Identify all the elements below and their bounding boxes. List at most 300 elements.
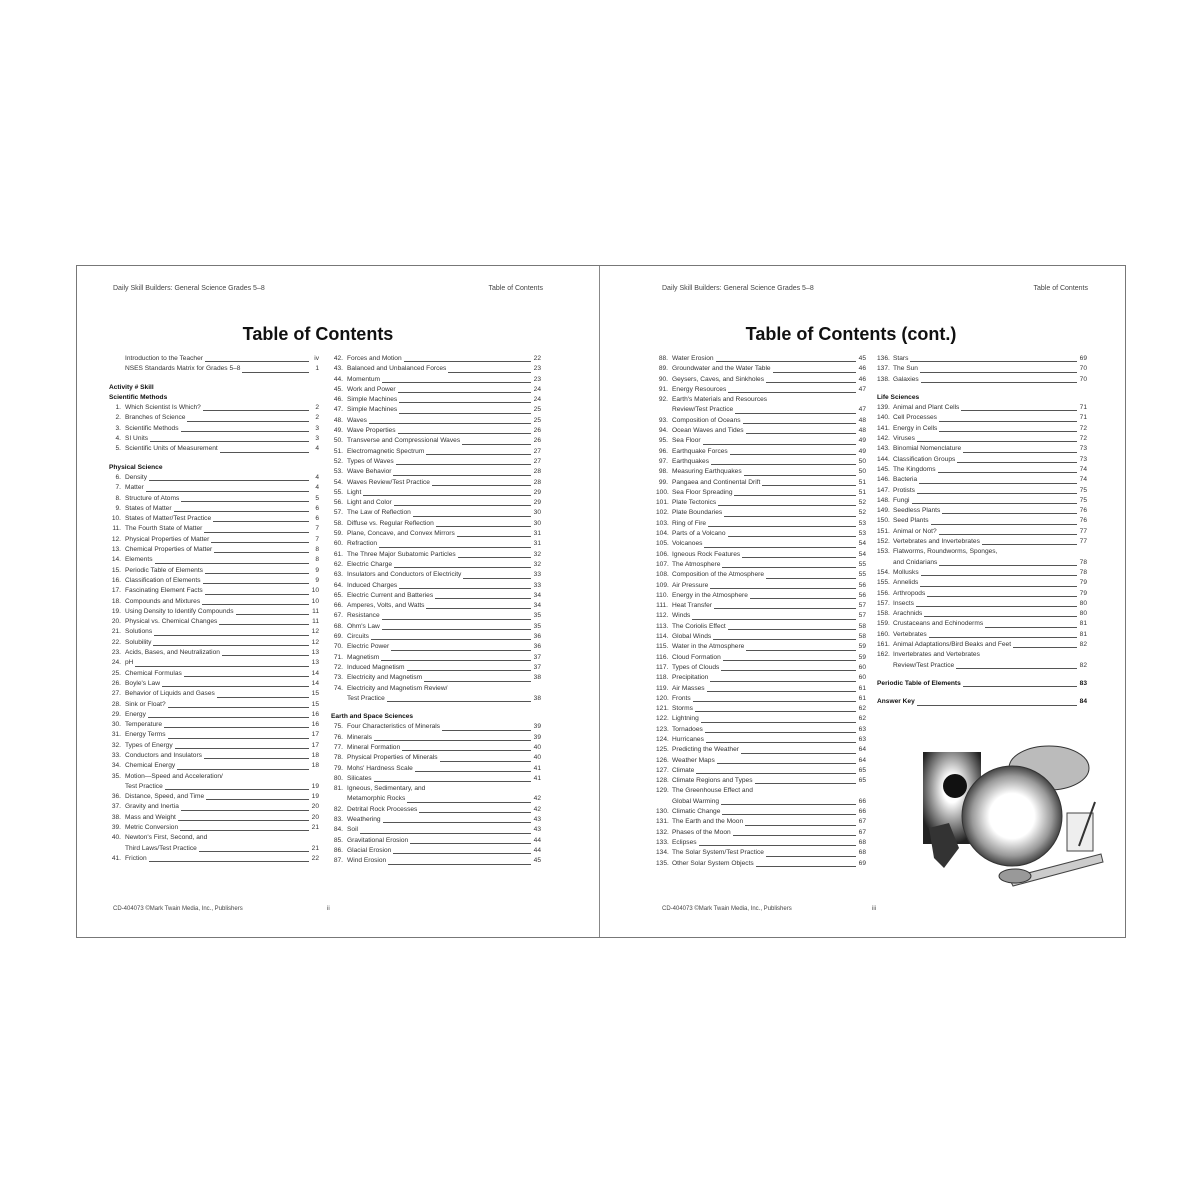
toc-entry[interactable]	[656, 622, 866, 632]
toc-entry[interactable]	[656, 611, 866, 621]
toc-entry[interactable]	[877, 444, 1087, 454]
entry-page-number: 42	[533, 795, 541, 803]
toc-entry[interactable]	[656, 838, 866, 848]
entry-page-number: 71	[1079, 404, 1087, 412]
toc-entry[interactable]	[331, 632, 541, 642]
open-book	[76, 265, 1126, 938]
toc-entry[interactable]	[109, 434, 319, 444]
toc-entry[interactable]	[331, 550, 541, 560]
entry-page-number: 25	[533, 406, 541, 414]
entry-number: 97.	[658, 457, 668, 465]
toc-entry[interactable]	[331, 753, 541, 763]
entry-page-number: 8	[315, 546, 319, 554]
entry-page-number: 52	[858, 499, 866, 507]
entry-title: Fascinating Element Facts	[125, 587, 203, 595]
toc-entry[interactable]	[877, 375, 1087, 385]
toc-entry[interactable]	[331, 488, 541, 498]
toc-entry[interactable]	[877, 679, 1087, 689]
toc-entry[interactable]	[877, 424, 1087, 434]
entry-number: 86.	[333, 846, 343, 854]
toc-entry[interactable]	[109, 555, 319, 565]
leader-line	[939, 534, 1077, 535]
toc-entry[interactable]	[656, 828, 866, 838]
entry-page-number: 50	[858, 457, 866, 465]
toc-entry[interactable]	[109, 679, 319, 689]
toc-entry[interactable]	[877, 354, 1087, 364]
entry-title: Compounds and Mixtures	[125, 597, 201, 605]
toc-entry[interactable]	[656, 786, 866, 796]
leader-line	[924, 616, 1077, 617]
toc-entry[interactable]	[331, 673, 541, 683]
entry-page-number: 78	[1079, 558, 1087, 566]
toc-entry[interactable]	[331, 375, 541, 385]
entry-title: Structure of Atoms	[125, 494, 180, 502]
toc-entry[interactable]	[877, 609, 1087, 619]
toc-entry[interactable]	[656, 467, 866, 477]
toc-entry[interactable]	[877, 589, 1087, 599]
toc-entry[interactable]	[656, 529, 866, 539]
toc-entry[interactable]	[109, 669, 319, 679]
entry-number: 42.	[333, 355, 343, 362]
entry-page-number: 65	[858, 766, 866, 774]
entry-title: Amperes, Volts, and Watts	[347, 602, 425, 610]
toc-entry[interactable]	[331, 570, 541, 580]
toc-entry[interactable]	[656, 684, 866, 694]
toc-entry[interactable]	[331, 539, 541, 549]
toc-entry[interactable]	[109, 566, 319, 576]
toc-entry[interactable]	[656, 498, 866, 508]
leader-line	[382, 619, 531, 620]
leader-line	[734, 495, 856, 496]
toc-entry[interactable]	[109, 535, 319, 545]
toc-entry[interactable]	[109, 772, 319, 782]
entry-number: 46.	[333, 396, 343, 404]
toc-entry[interactable]	[331, 836, 541, 846]
toc-entry[interactable]	[877, 413, 1087, 423]
toc-entry[interactable]	[656, 395, 866, 405]
toc-entry[interactable]	[109, 597, 319, 607]
entry-title: Diffuse vs. Regular Reflection	[347, 519, 434, 527]
running-header-right: Table of Contents	[1033, 285, 1088, 292]
entry-number: 123.	[656, 725, 669, 733]
toc-entry[interactable]	[656, 570, 866, 580]
entry-page-number: 53	[858, 519, 866, 527]
toc-entry[interactable]	[331, 653, 541, 663]
entry-title: Arachnids	[893, 610, 923, 618]
leader-line	[435, 598, 531, 599]
entry-page-number: 52	[858, 509, 866, 517]
toc-entry[interactable]	[877, 640, 1087, 650]
leader-line	[220, 452, 309, 453]
entry-page-number: 69	[1079, 355, 1087, 362]
entry-title: Periodic Table of Elements	[877, 679, 961, 687]
toc-entry[interactable]	[331, 856, 541, 866]
toc-entry-continuation[interactable]	[877, 661, 1087, 671]
toc-entry[interactable]	[656, 375, 866, 385]
toc-entry[interactable]	[877, 650, 1087, 660]
entry-number: 110.	[656, 591, 669, 599]
toc-entry[interactable]	[331, 436, 541, 446]
toc-entry-continuation[interactable]	[877, 558, 1087, 568]
entry-title: Induced Charges	[347, 581, 398, 589]
toc-entry[interactable]	[877, 527, 1087, 537]
toc-entry[interactable]	[656, 632, 866, 642]
toc-entry[interactable]	[109, 403, 319, 413]
entry-number: 49.	[333, 427, 343, 435]
toc-entry[interactable]	[656, 807, 866, 817]
entry-title: Global Warming	[672, 797, 720, 805]
leader-line	[711, 464, 856, 465]
toc-entry[interactable]	[109, 413, 319, 423]
toc-entry[interactable]	[109, 364, 319, 374]
toc-entry[interactable]	[656, 539, 866, 549]
toc-entry[interactable]	[331, 722, 541, 732]
toc-entry[interactable]	[109, 854, 319, 864]
entry-title: Physical Properties of Minerals	[347, 754, 438, 762]
entry-page-number: 65	[858, 777, 866, 785]
toc-entry[interactable]	[109, 483, 319, 493]
toc-entry[interactable]	[877, 697, 1087, 707]
entry-number: 65.	[333, 591, 343, 599]
toc-entry[interactable]	[877, 465, 1087, 475]
toc-entry[interactable]	[109, 761, 319, 771]
toc-entry[interactable]	[656, 848, 866, 858]
entry-number: 99.	[658, 478, 668, 486]
toc-entry[interactable]	[109, 424, 319, 434]
toc-entry[interactable]	[331, 581, 541, 591]
entry-title: Introduction to the Teacher	[125, 355, 203, 362]
toc-entry[interactable]	[877, 496, 1087, 506]
toc-entry[interactable]	[331, 764, 541, 774]
toc-entry[interactable]	[109, 504, 319, 514]
leader-line	[432, 485, 531, 486]
toc-entry-continuation[interactable]	[331, 794, 541, 804]
toc-entry[interactable]	[656, 725, 866, 735]
entry-title: Waves	[347, 416, 367, 424]
toc-entry[interactable]	[656, 457, 866, 467]
toc-entry[interactable]	[877, 568, 1087, 578]
toc-entry[interactable]	[331, 815, 541, 825]
toc-entry[interactable]	[656, 663, 866, 673]
toc-entry[interactable]	[331, 601, 541, 611]
leader-line	[402, 750, 531, 751]
leader-line	[382, 382, 531, 383]
entry-number: 16.	[111, 576, 121, 584]
toc-entry[interactable]	[877, 547, 1087, 557]
entry-number: 160.	[877, 630, 890, 638]
entry-title: Earthquakes	[672, 457, 710, 465]
toc-entry[interactable]	[656, 653, 866, 663]
toc-column	[877, 354, 1087, 708]
toc-entry[interactable]	[109, 473, 319, 483]
toc-entry[interactable]	[656, 642, 866, 652]
toc-entry[interactable]	[877, 516, 1087, 526]
entry-number: 69.	[333, 633, 343, 641]
entry-page-number: 81	[1079, 620, 1087, 628]
entry-page-number: 3	[315, 435, 319, 443]
entry-page-number: 1	[315, 365, 319, 373]
toc-entry[interactable]	[877, 537, 1087, 547]
toc-entry[interactable]	[656, 714, 866, 724]
toc-entry[interactable]	[656, 436, 866, 446]
toc-entry[interactable]	[331, 774, 541, 784]
entry-number: 138.	[877, 375, 890, 383]
entry-title: Mollusks	[893, 568, 919, 576]
leader-line	[728, 536, 856, 537]
toc-entry[interactable]	[109, 751, 319, 761]
entry-number: 29.	[111, 710, 121, 718]
toc-entry[interactable]	[656, 581, 866, 591]
toc-entry[interactable]	[331, 805, 541, 815]
toc-entry[interactable]	[331, 395, 541, 405]
entry-page-number: 43	[533, 816, 541, 824]
toc-entry[interactable]	[656, 385, 866, 395]
leader-line	[921, 575, 1077, 576]
toc-entry[interactable]	[331, 784, 541, 794]
toc-entry[interactable]	[656, 766, 866, 776]
entry-page-number: 9	[315, 576, 319, 584]
toc-entry[interactable]	[877, 599, 1087, 609]
toc-entry[interactable]	[331, 560, 541, 570]
toc-entry[interactable]	[877, 506, 1087, 516]
entry-page-number: 48	[858, 416, 866, 424]
running-header-right: Table of Contents	[488, 285, 543, 292]
entry-title: Chemical Energy	[125, 762, 176, 770]
entry-title: Sea Floor Spreading	[672, 488, 733, 496]
toc-entry[interactable]	[656, 416, 866, 426]
toc-entry[interactable]	[331, 591, 541, 601]
entry-number: 94.	[658, 427, 668, 435]
toc-entry[interactable]	[877, 403, 1087, 413]
toc-entry[interactable]	[109, 792, 319, 802]
entry-title: Igneous Rock Features	[672, 550, 741, 558]
leader-line	[374, 781, 531, 782]
toc-entry[interactable]	[109, 710, 319, 720]
toc-entry[interactable]	[877, 619, 1087, 629]
toc-entry[interactable]	[877, 630, 1087, 640]
toc-entry[interactable]	[656, 354, 866, 364]
toc-entry-continuation[interactable]	[109, 782, 319, 792]
toc-entry[interactable]	[109, 514, 319, 524]
toc-entry[interactable]	[331, 354, 541, 364]
entry-page-number: 57	[858, 602, 866, 610]
entry-number: 47.	[333, 406, 343, 414]
toc-entry[interactable]	[109, 607, 319, 617]
toc-entry-continuation[interactable]	[109, 844, 319, 854]
toc-entry[interactable]	[331, 498, 541, 508]
entry-page-number: 29	[533, 499, 541, 507]
leader-line	[164, 727, 309, 728]
leader-line	[419, 812, 531, 813]
entry-page-number: 20	[311, 813, 319, 821]
entry-page-number: 30	[533, 519, 541, 527]
entry-number: 20.	[111, 618, 121, 626]
entry-title: Forces and Motion	[347, 355, 402, 362]
toc-entry[interactable]	[331, 733, 541, 743]
toc-entry[interactable]	[656, 817, 866, 827]
toc-entry[interactable]	[877, 475, 1087, 485]
entry-title: Types of Waves	[347, 457, 394, 465]
toc-entry[interactable]	[109, 638, 319, 648]
toc-entry[interactable]	[656, 776, 866, 786]
toc-entry[interactable]	[109, 648, 319, 658]
spacer	[877, 671, 1087, 679]
toc-entry[interactable]	[331, 457, 541, 467]
toc-entry[interactable]	[331, 743, 541, 753]
toc-entry[interactable]	[656, 447, 866, 457]
toc-entry[interactable]	[877, 434, 1087, 444]
toc-entry[interactable]	[331, 416, 541, 426]
leader-line	[699, 845, 856, 846]
entry-page-number: 34	[533, 602, 541, 610]
leader-line	[178, 820, 309, 821]
entry-title: Wave Properties	[347, 427, 396, 435]
toc-entry[interactable]	[109, 813, 319, 823]
toc-entry[interactable]	[877, 578, 1087, 588]
toc-entry[interactable]	[656, 591, 866, 601]
toc-entry[interactable]	[656, 673, 866, 683]
toc-entry-continuation[interactable]	[656, 797, 866, 807]
entry-page-number: 33	[533, 581, 541, 589]
toc-entry[interactable]	[109, 720, 319, 730]
toc-entry[interactable]	[877, 455, 1087, 465]
toc-entry[interactable]	[331, 642, 541, 652]
toc-entry[interactable]	[109, 524, 319, 534]
leader-line	[181, 501, 309, 502]
entry-page-number: 24	[533, 385, 541, 393]
toc-entry[interactable]	[877, 364, 1087, 374]
toc-entry[interactable]	[656, 560, 866, 570]
toc-entry[interactable]	[656, 601, 866, 611]
toc-entry[interactable]	[109, 833, 319, 843]
entry-page-number: 6	[315, 515, 319, 523]
toc-entry-continuation[interactable]	[331, 694, 541, 704]
toc-entry[interactable]	[656, 756, 866, 766]
entry-title: Soil	[347, 826, 358, 834]
toc-entry[interactable]	[331, 508, 541, 518]
toc-entry[interactable]	[109, 802, 319, 812]
entry-title: Four Characteristics of Minerals	[347, 723, 441, 731]
toc-entry[interactable]	[656, 735, 866, 745]
toc-entry[interactable]	[656, 550, 866, 560]
entry-title: Animal or Not?	[893, 527, 937, 535]
entry-title: Igneous, Sedimentary, and	[347, 785, 426, 793]
entry-page-number: 77	[1079, 527, 1087, 535]
entry-title: Ring of Fire	[672, 519, 707, 527]
toc-entry[interactable]	[331, 684, 541, 694]
entry-page-number: 13	[311, 659, 319, 667]
toc-entry[interactable]	[331, 825, 541, 835]
toc-entry[interactable]	[331, 467, 541, 477]
toc-column	[656, 354, 866, 869]
entry-page-number: 41	[533, 774, 541, 782]
leader-line	[746, 433, 856, 434]
leader-line	[695, 711, 856, 712]
toc-entry-continuation[interactable]	[656, 405, 866, 415]
toc-entry[interactable]	[656, 745, 866, 755]
toc-entry[interactable]	[331, 478, 541, 488]
entry-number: 136.	[877, 355, 890, 362]
toc-entry[interactable]	[109, 444, 319, 454]
entry-page-number: 14	[311, 669, 319, 677]
toc-entry[interactable]	[109, 700, 319, 710]
leader-line	[963, 452, 1077, 453]
toc-entry[interactable]	[331, 611, 541, 621]
entry-number: 59.	[333, 530, 343, 538]
entry-title: Friction	[125, 854, 147, 862]
entry-number: 111.	[656, 602, 668, 610]
toc-entry[interactable]	[109, 741, 319, 751]
leader-line	[710, 588, 856, 589]
toc-entry[interactable]	[656, 508, 866, 518]
toc-entry[interactable]	[331, 426, 541, 436]
entry-number: 72.	[333, 663, 343, 671]
toc-entry[interactable]	[109, 494, 319, 504]
entry-title: Cell Processes	[893, 414, 937, 422]
entry-page-number: 60	[858, 663, 866, 671]
toc-entry[interactable]	[109, 730, 319, 740]
entry-title: Invertebrates and Vertebrates	[893, 651, 980, 659]
toc-entry[interactable]	[331, 364, 541, 374]
entry-number: 149.	[877, 507, 890, 515]
toc-entry[interactable]	[331, 846, 541, 856]
toc-entry[interactable]	[656, 694, 866, 704]
toc-entry[interactable]	[331, 663, 541, 673]
toc-entry[interactable]	[656, 859, 866, 869]
entry-title: Composition of Oceans	[672, 416, 741, 424]
entry-title: Precipitation	[672, 674, 709, 682]
toc-entry[interactable]	[331, 447, 541, 457]
entry-number: 81.	[333, 785, 343, 793]
toc-entry[interactable]	[331, 622, 541, 632]
leader-line	[213, 521, 309, 522]
entry-page-number: 4	[315, 473, 319, 481]
toc-entry[interactable]	[331, 385, 541, 395]
toc-entry[interactable]	[109, 354, 319, 364]
entry-number: 102.	[656, 509, 669, 517]
toc-entry[interactable]	[656, 519, 866, 529]
toc-entry[interactable]	[109, 576, 319, 586]
toc-entry[interactable]	[109, 823, 319, 833]
toc-entry[interactable]	[109, 627, 319, 637]
toc-entry[interactable]	[656, 488, 866, 498]
toc-entry[interactable]	[656, 704, 866, 714]
toc-entry[interactable]	[877, 486, 1087, 496]
entry-page-number: 36	[533, 643, 541, 651]
toc-entry[interactable]	[109, 689, 319, 699]
toc-entry[interactable]	[331, 519, 541, 529]
toc-entry[interactable]	[109, 658, 319, 668]
toc-entry[interactable]	[656, 478, 866, 488]
leader-line	[203, 583, 310, 584]
entry-title: Insects	[893, 599, 914, 607]
toc-entry[interactable]	[331, 529, 541, 539]
toc-entry[interactable]	[109, 545, 319, 555]
entry-page-number: 41	[533, 764, 541, 772]
leader-line	[162, 686, 309, 687]
entry-title: Eclipses	[672, 838, 697, 846]
toc-entry[interactable]	[109, 586, 319, 596]
entry-title: Hurricanes	[672, 735, 704, 743]
leader-line	[693, 701, 856, 702]
toc-entry[interactable]	[109, 617, 319, 627]
toc-entry[interactable]	[331, 405, 541, 415]
entry-title: Arthropods	[893, 589, 926, 597]
entry-number: 67.	[333, 612, 343, 620]
toc-entry[interactable]	[656, 364, 866, 374]
entry-title: Energy in the Atmosphere	[672, 591, 748, 599]
toc-entry[interactable]	[656, 426, 866, 436]
